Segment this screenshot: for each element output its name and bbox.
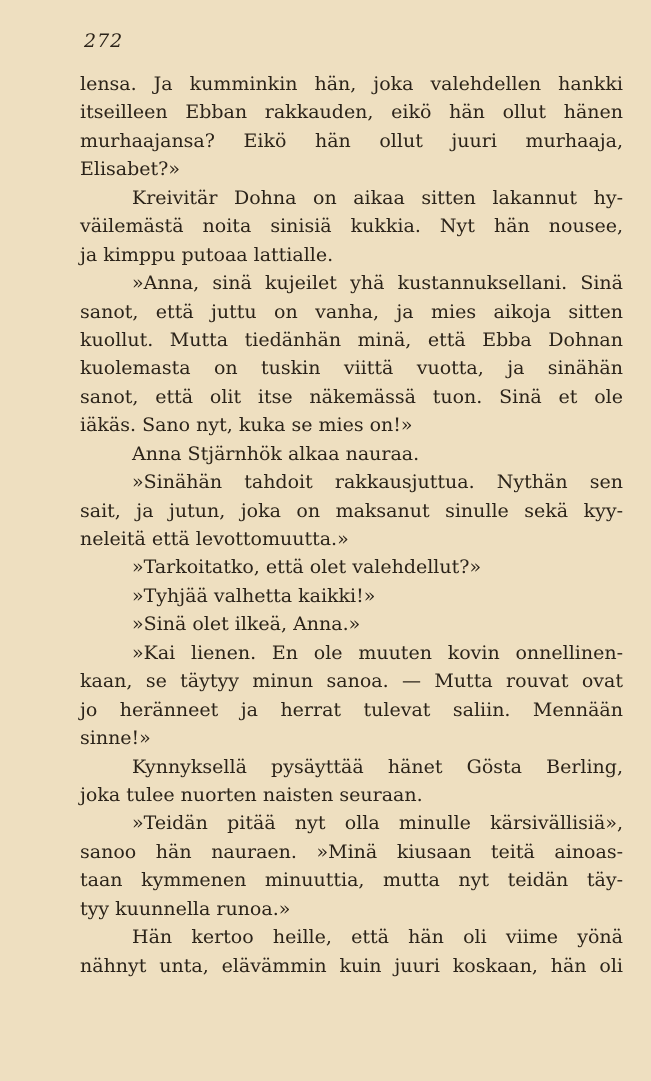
text-line: »Sinähän tahdoit rakkausjuttua. Nythän sen [132, 471, 623, 494]
text-line: kuollut. Mutta tiedänhän minä, että Ebba Dohnan [80, 328, 623, 351]
text-line: Kynnyksellä pysäyttää hänet Gösta Berling, [132, 755, 623, 778]
text-line: Kreivitär Dohna on aikaa sitten lakannut hy- [132, 186, 623, 209]
text-line: väilemästä noita sinisiä kukkia. Nyt hän nousee, [80, 215, 623, 238]
text-line: jo heränneet ja herrat tulevat saliin. Mennään [80, 698, 623, 721]
text-line: sanot, että juttu on vanha, ja mies aikoja sitten [80, 300, 623, 323]
text-line: ja kimppu putoaa lattialle. [80, 243, 334, 266]
text-line: neleitä että levottomuutta.» [80, 528, 349, 550]
page-number: 272 [84, 30, 124, 52]
text-line: sanoo hän nauraen. »Minä kiusaan teitä ainoas- [80, 840, 623, 863]
text-line: taan kymmenen minuuttia, mutta nyt teidän täy- [80, 869, 623, 892]
text-line: nähnyt unta, elävämmin kuin juuri koskaan, hän oli [80, 954, 623, 977]
text-line: sanot, että olit itse näkemässä tuon. Sinä et ole [80, 385, 623, 408]
text-line: »Tarkoitatko, että olet valehdellut?» [132, 556, 482, 579]
text-line: »Kai lienen. En ole muuten kovin onnellinen- [132, 641, 623, 664]
text-line: »Sinä olet ilkeä, Anna.» [132, 613, 361, 636]
body-text [80, 70, 623, 980]
text-line: sait, ja jutun, joka on maksanut sinulle sekä kyy- [80, 499, 623, 522]
text-line: »Teidän pitää nyt olla minulle kärsivällisiä», [132, 812, 623, 835]
text-line: lensa. Ja kumminkin hän, joka valehdellen hankki [80, 73, 623, 95]
text-line: »Tyhjää valhetta kaikki!» [132, 584, 376, 607]
text-line: Hän kertoo heille, että hän oli viime yönä [132, 926, 623, 949]
text-line: kaan, se täytyy minun sanoa. — Mutta rouvat ovat [80, 670, 623, 693]
text-line: Elisabet?» [80, 158, 180, 181]
text-line: murhaajansa? Eikö hän ollut juuri murhaaja, [80, 129, 623, 152]
text-line: sinne!» [80, 727, 151, 750]
text-line: kuolemasta on tuskin viittä vuotta, ja sinähän [80, 357, 623, 380]
text-line: itseilleen Ebban rakkauden, eikö hän ollut hänen [80, 101, 623, 124]
text-line: tyy kuunnella runoa.» [80, 897, 291, 920]
text-line: »Anna, sinä kujeilet yhä kustannuksellani. Sinä [132, 272, 623, 295]
text-line: joka tulee nuorten naisten seuraan. [80, 783, 423, 806]
text-line: iäkäs. Sano nyt, kuka se mies on!» [80, 414, 413, 437]
text-line: Anna Stjärnhök alkaa nauraa. [132, 442, 420, 465]
